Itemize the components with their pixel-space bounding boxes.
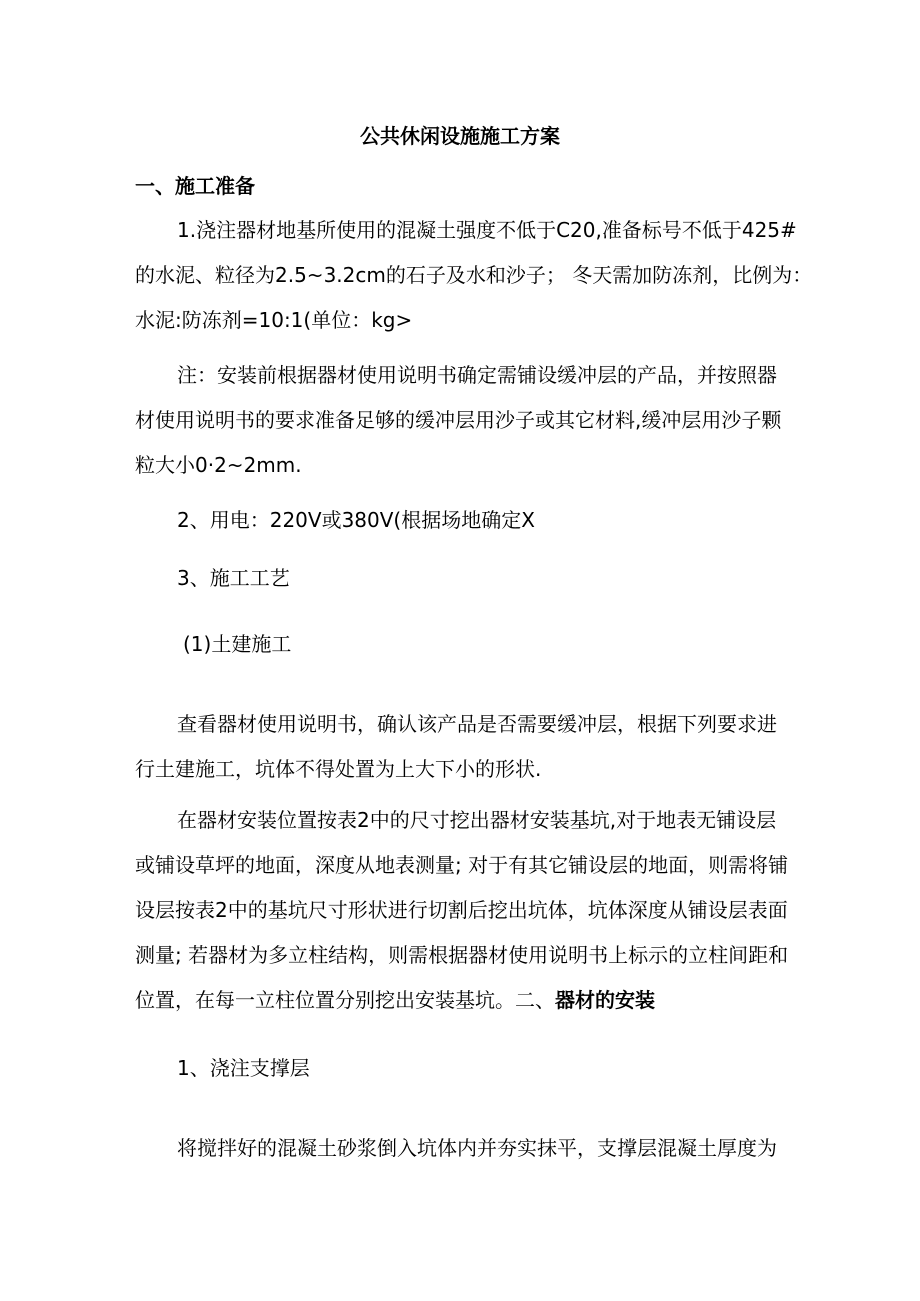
text-line-plain: 位置，在每一立柱位置分别挖出安装基坑。二、 xyxy=(135,988,555,1012)
text-line: 设层按表2中的基坑尺寸形状进行切割后挖出坑体，坑体深度从铺设层表面 xyxy=(135,898,788,922)
item-pour-support-layer xyxy=(135,1046,795,1091)
text-line: 水泥:防冻剂=10:1(单位：kg> xyxy=(135,308,413,332)
item-construction-process xyxy=(135,556,795,601)
text-line: 的水泥、粒径为2.5~3.2cm的石子及水和沙子； 冬天需加防冻剂，比例为： xyxy=(135,263,813,287)
text-line: 1.浇注器材地基所使用的混凝土强度不低于C20,准备标号不低于425# xyxy=(177,218,797,242)
paragraph-concrete-requirements xyxy=(135,208,813,343)
text-line: 测量; 若器材为多立柱结构，则需根据器材使用说明书上标示的立柱间距和 xyxy=(135,943,789,967)
text-line: 2、用电：220V或380V(根据场地确定X xyxy=(177,508,535,532)
text-line: 1、浇注支撑层 xyxy=(177,1056,310,1080)
text-line: 材使用说明书的要求准备足够的缓冲层用沙子或其它材料,缓冲层用沙子颗 xyxy=(135,408,782,432)
text-line: 或铺设草坪的地面，深度从地表测量; 对于有其它铺设层的地面，则需将铺 xyxy=(135,853,789,877)
text-line: 注：安装前根据器材使用说明书确定需铺设缓冲层的产品，并按照器 xyxy=(177,363,777,387)
paragraph-check-manual xyxy=(135,702,795,792)
item-power-supply xyxy=(135,498,795,543)
paragraph-note-buffer-layer xyxy=(135,353,795,488)
text-line: 粒大小0·2~2mm. xyxy=(135,453,302,477)
text-line: 将搅拌好的混凝土砂浆倒入坑体内并夯实抹平，支撑层混凝土厚度为 xyxy=(177,1136,777,1160)
text-line: 在器材安装位置按表2中的尺寸挖出器材安装基坑,对于地表无铺设层 xyxy=(177,808,777,832)
document-title: 公共休闲设施施工方案 xyxy=(360,124,560,148)
text-line: 行土建施工，坑体不得处置为上大下小的形状. xyxy=(135,757,542,781)
text-line: 查看器材使用说明书，确认该产品是否需要缓冲层，根据下列要求进 xyxy=(177,712,777,736)
paragraph-mortar xyxy=(135,1126,795,1171)
text-line-with-heading xyxy=(135,978,795,1023)
paragraph-excavation xyxy=(135,798,795,1023)
text-line: 3、施工工艺 xyxy=(177,566,290,590)
item-civil-construction xyxy=(135,622,795,667)
section-heading-preparation: 一、施工准备 xyxy=(135,174,255,198)
section-heading-installation: 器材的安装 xyxy=(555,988,655,1012)
text-line: (1)土建施工 xyxy=(183,632,292,656)
